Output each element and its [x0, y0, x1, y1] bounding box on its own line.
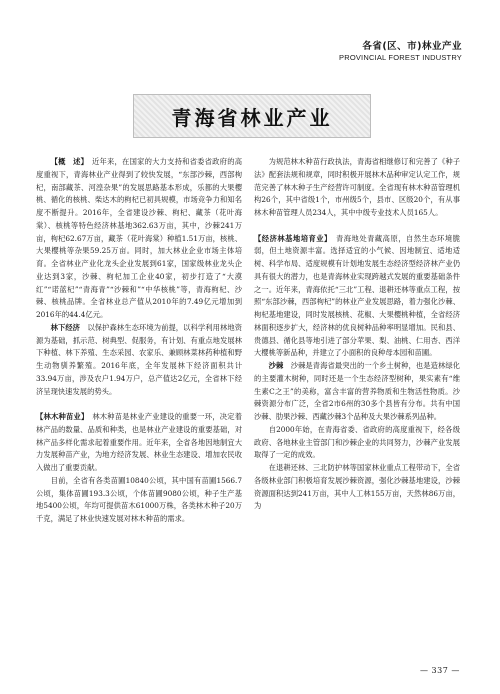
seabuckthorn-heading: 沙棘: [268, 361, 284, 370]
running-header-section-en: PROVINCIAL FOREST INDUSTRY: [339, 53, 462, 62]
seabuckthorn-text: 沙棘是青海省最突出的一个乡土树种，也是造林绿化的主要灌木树种，同时还是一个生态经济型树种，果实素有“维生素C之王”的美称，富含丰富的营养物质和生物活性物质。沙棘资源分布广泛，全省2市6州的30多个县皆有分布。共有中国沙棘、肋果沙棘、西藏沙棘3个品种及大果沙棘系列品种。: [254, 361, 461, 421]
overview-tag: 【概 述】: [50, 157, 85, 166]
forest-economy-text: 以保护森林生态环境为前提，以科学利用林地资源为基础，抓示范、树典型、促服务，有计划、有重点地发展林下种植、林下养殖、生态采园、农家乐、兼顾林菜林药种植和野生动物驯养繁殖。2016年底，全年发展林下经济面积共计33.94万亩，涉及农户1.94万户，总产值达2亿元，全省林下经济呈现快速发展的势头。: [36, 322, 243, 396]
nursery-stats-paragraph: 目前，全省有各类苗圃10840公顷，其中国有苗圃1566.7公顷，集体苗圃193.3公顷，个体苗圃9080公顷，种子生产基地5400公顷，年均可提供苗木61000万株，各类林木种子20万千克，满足了林业快速发展对林木种苗的需求。: [36, 475, 242, 523]
left-text-column: [36, 156, 242, 526]
seabuckthorn-resource-paragraph: 在退耕还林、三北防护林等国家林业重点工程带动下，全省各级林业部门积极培育发展沙棘资源，强化沙棘基地建设，沙棘资源面积达到241万亩，其中人工林155万亩，天然林86万亩，为: [254, 463, 460, 511]
forest-economy-heading: 林下经济: [50, 322, 81, 332]
nursery-text: 林木种苗是林业产业建设的重要一环，决定着林产品的数量、品质和种类，也是林业产业建设的重要基础，对林产品多样化需求起着重要作用。近年来，全省各地因地制宜大力发展种苗产业，为地方经济发展、林业生态建设、增加农民收入做出了重要贡献。: [36, 412, 242, 472]
article-title: 青海省林业产业: [171, 105, 333, 130]
nursery-tag: 【林木种苗业】: [36, 412, 85, 421]
article-title-banner: [133, 94, 371, 138]
seabuckthorn-history-paragraph: 自2000年始，在青海省委、省政府的高度重视下，经各级政府、各地林业主管部门和沙棘企业的共同努力，沙棘产业发展取得了一定的成效。: [254, 424, 460, 460]
running-header-section: 各省(区、市)林业产业: [362, 41, 462, 52]
nursery-regulation-paragraph: 为规范林木种苗行政执法，青海省相继修订和完善了《种子法》配套法规和规章，同时积极开展林木品种审定认定工作，规范完善了林木种子生产经营许可制度。全省现有林木种苗管理机构26个，其中省级1个，市州级5个，县市、区级20个，有从事林木种苗管理人员234人，其中中级专业技术人员165人。: [254, 157, 460, 217]
nursery-paragraph: [36, 411, 242, 475]
section-gap: [254, 220, 460, 233]
forest-economy-paragraph: [36, 322, 242, 399]
seabuckthorn-paragraph: [254, 360, 460, 424]
right-text-column: [254, 156, 460, 513]
page-number: — 337 —: [420, 666, 460, 675]
overview-paragraph: [36, 156, 242, 322]
section-gap: [36, 398, 242, 411]
overview-text: 近年来，在国家的大力支持和省委省政府的高度重视下，青海林业产业得到了较快发展，“东部沙棘，西部枸杞，南部藏茶、河湟杂果”的发展思路基本形成，乐都的大果樱桃、循化的核桃、柴达木的枸杞已初具规模，市场竞争力和知名度不断提升。2016年，全省建设沙棘、枸杞、藏茶（花叶海棠）、核桃等特色经济林基地362.63万亩，其中，沙棘241万亩，枸杞62.67万亩，藏茶（花叶海棠）种植1.51万亩，核桃、大果樱桃等杂果59.25万亩。同时，加大林业企业市场主体培育。全省林业产业化龙头企业发展到61家，国家级林业龙头企业达到3家，沙棘、枸杞加工企业40家，初步打造了“大漠红”“诺蓝杞”“青海青”“沙棘和”“中华核桃”等，青海枸杞、沙棘、核桃品牌。全省林业总产值从2010年的7.49亿元增加到2016年的44.4亿元。: [36, 157, 243, 319]
economic-forest-text: 青海地处青藏高原，自然生态环境脆弱，但土地资源丰富。选择适宜的小气候、因地制宜、适地适树、科学布局、适度规模有计划地发展生态经济型经济林产业仍具有很大的潜力，也是青海林业实现跨越式发展的重要基础条件之一。近年来，青海依托“三北”工程、退耕还林等重点工程，按照“东部沙棘，西部枸杞”的林业产业发展思路，着力强化沙棘、枸杞基地建设，同时发展核桃、花椒、大果樱桃种植，全省经济林面积逐步扩大，经济林的优良树种品种率明显增加。民和县、贵德县、循化县等地引进了部分苹果、梨、油桃、仁用杏、西洋大樱桃等新品种，并建立了小面积的良种母本园和苗圃。: [254, 233, 461, 358]
economic-forest-paragraph: [254, 233, 460, 361]
economic-forest-tag: 【经济林基地培育业】: [254, 233, 329, 243]
